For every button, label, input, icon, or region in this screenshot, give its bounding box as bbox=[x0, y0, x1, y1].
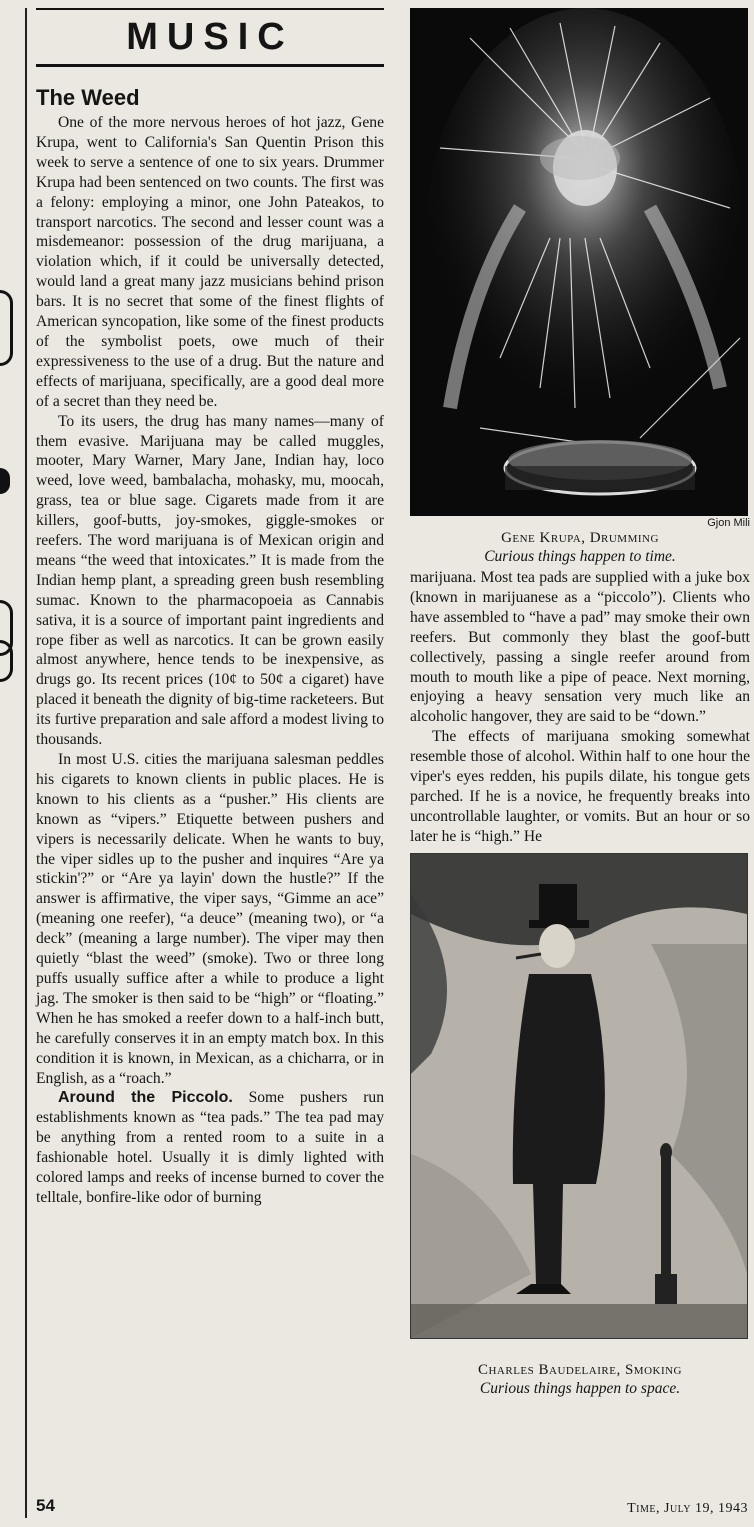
section-rule-top bbox=[36, 8, 384, 10]
baudelaire-illustration bbox=[411, 854, 747, 1338]
baudelaire-smoking-photo bbox=[410, 853, 748, 1339]
paragraph-6: The effects of marijuana smoking somewhat resemble those of alcohol. Within half to one hour the viper's eyes redden, his pupils dilate, his tongue gets parched. If he is a novice, he frequently breaks into uncontrollable laughter, or vomits. But an hour or so later he is “high.” He bbox=[410, 728, 750, 845]
section-title: MUSIC bbox=[126, 16, 294, 58]
paragraph-3: In most U.S. cities the marijuana salesman peddles his cigarets to known clients in public places. He is known to his clients as a “pusher.” His clients are known as “vipers.” Etiquette between pushers and vipers is necessarily delicate. When he wants to buy, the viper sidles up to the pusher and inquires “Are ya stickin'?” or “Are ya layin' down the hustle?” If the answer is affirmative, the viper says, “Gimme an ace” (meaning one reefer), “a deuce” (meaning two), or “a deck” (meaning a large number). The viper may then quietly “blast the weed” (smoke). Two or three long puffs usually suffice after a while to produce a light jag. The smoker is then said to be “high” or “floating.” When he has smoked a reefer down to a half-inch butt, he carefully conserves it in an empty match box. In this condition it is known, in Mexican, as a chicharra, or in English, as a “roach.” bbox=[36, 751, 384, 1087]
paragraph-1: One of the more nervous heroes of hot jazz, Gene Krupa, went to California's San Quentin Prison this week to serve a sentence of one to six years. Drummer Krupa had been sentenced on two counts. The first was a felony: employing a minor, one John Pateakos, to transport narcotics. The second and lesser count was a misdemeanor: possession of the drug marijuana, a violation which, if it could be universally detected, would land a great many jazz musicians behind prison bars. It is no secret that some of the finest flights of American syncopation, like some of the finest products of the symbolist poets, owe much of their expressiveness to the use of a drug. But the nature and effects of marijuana, specifically, are a good deal more of a secret than they need be. bbox=[36, 114, 384, 410]
left-column bbox=[36, 8, 384, 1208]
section-rule-bottom bbox=[36, 64, 384, 67]
caption-krupa-name: Gene Krupa, Drumming bbox=[501, 530, 659, 546]
article-body bbox=[36, 113, 384, 1208]
headline: The Weed bbox=[36, 85, 140, 110]
article-body-continued bbox=[410, 568, 750, 847]
paragraph-4-text: Some pushers run establishments known as “tea pads.” The tea pad may be anything from a rented room to a suite in a fashionable hotel. Usually it is dimly lighted with colored lamps and reeks of incense burned to cover the telltale, bonfire-like odor of burning bbox=[36, 1089, 384, 1206]
column-rule bbox=[25, 8, 27, 1518]
drummer-illustration bbox=[410, 8, 748, 516]
dateline: Time, July 19, 1943 bbox=[627, 1501, 748, 1516]
paragraph-2: To its users, the drug has many names—many of them evasive. Marijuana may be called muggles, mooter, Mary Warner, Mary Jane, Indian hay, loco weed, love weed, bambalacha, mohasky, mu, moocah, grass, tea or blue sage. Cigarets made from it are killers, goof-butts, joy-smokes, giggle-smokes or reefers. The word marijuana is of Mexican origin and means “the weed that intoxicates.” It is made from the Indian hemp plant, a spreading green bush resembling sumac. Known to the pharmacopoeia as Cannabis sativa, it is a source of important paint ingredients and rope fiber as well as narcotics. It can be grown easily almost anywhere, hence tends to be inexpensive, as drugs go. Its recent prices (10¢ to 50¢ a cigaret) have placed it beneath the dignity of big-time racketeers. But its furtive preparation and sale afford a modest living to thousands. bbox=[36, 412, 384, 749]
previous-page-bleed bbox=[0, 0, 16, 1527]
subhead: Around the Piccolo. bbox=[58, 1089, 233, 1107]
page-number: 54 bbox=[36, 1496, 55, 1515]
caption-baudelaire-name: Charles Baudelaire, Smoking bbox=[477, 1361, 683, 1378]
caption-baudelaire-sub: Curious things happen to space. bbox=[479, 1379, 681, 1397]
caption-krupa-sub: Curious things happen to time. bbox=[484, 548, 676, 565]
right-column bbox=[410, 8, 750, 1398]
paragraph-5: marijuana. Most tea pads are supplied with a juke box (known in marijuanese as a “piccolo”). Clients who have assembled to “have a pad” may smoke their own reefers. But commonly they blast the goof-butt collectively, passing a single reefer around from mouth to mouth like a pipe of peace. Next morning, enjoying a heavy sensation very much like an alcoholic hangover, they are said to be “down.” bbox=[410, 569, 750, 726]
paragraph-4 bbox=[36, 1088, 384, 1207]
krupa-drumming-photo bbox=[410, 8, 748, 516]
photo-credit: Gjon Mili bbox=[707, 517, 750, 529]
